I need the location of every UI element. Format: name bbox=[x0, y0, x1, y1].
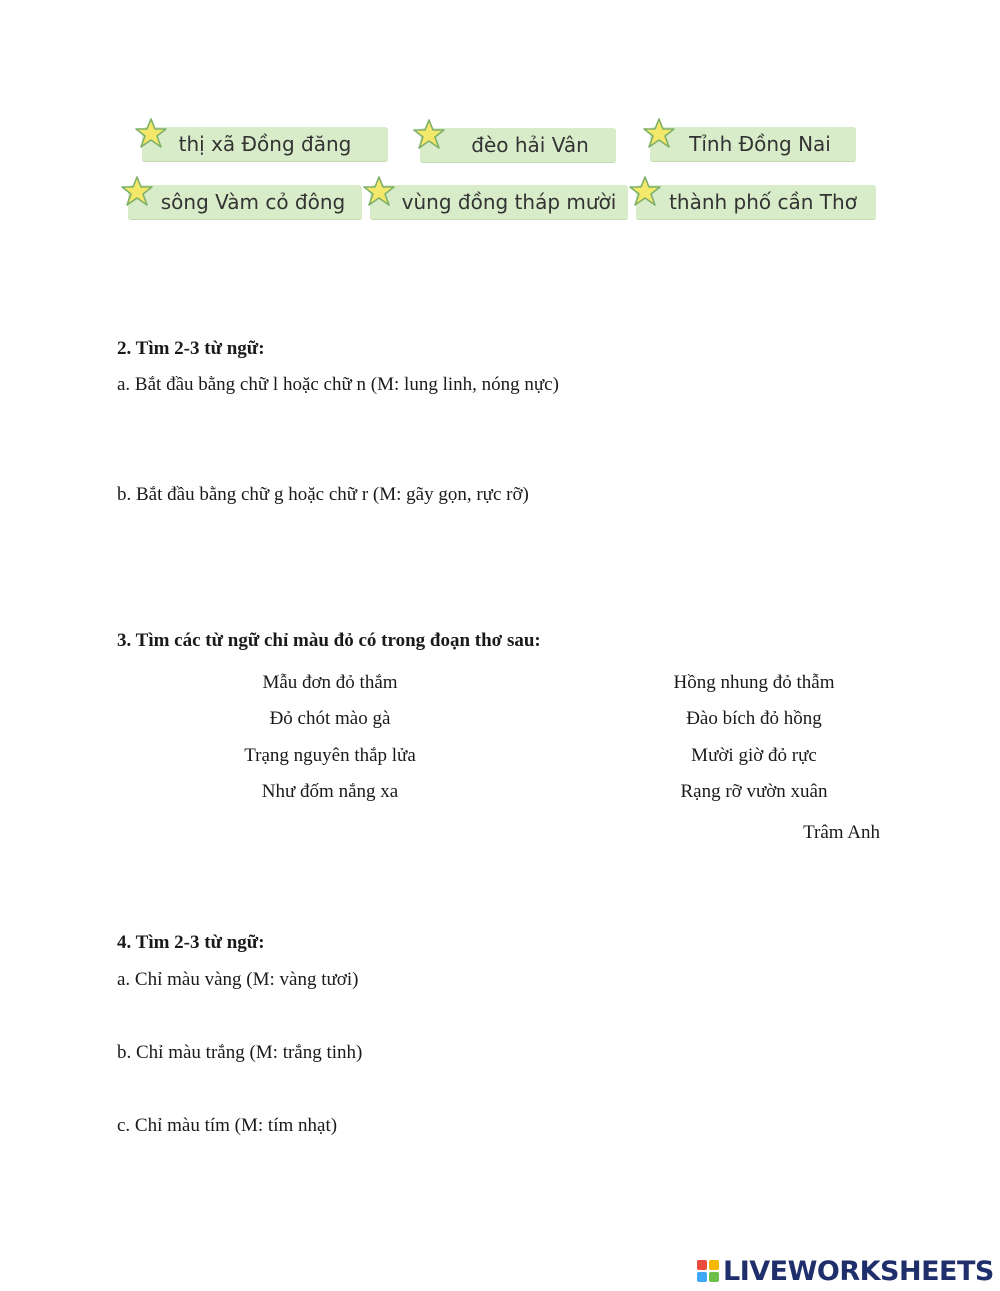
q2-heading: 2. Tìm 2-3 từ ngữ: bbox=[117, 338, 265, 359]
tag-chip bbox=[650, 127, 856, 161]
tag-label: đèo hải Vân bbox=[471, 133, 589, 157]
poem-right-line: Mười giờ đỏ rực bbox=[691, 745, 817, 766]
poem-left-line: Đỏ chót mào gà bbox=[269, 708, 391, 729]
star-icon bbox=[412, 118, 446, 152]
q4-item-a: a. Chỉ màu vàng (M: vàng tươi) bbox=[117, 969, 359, 990]
poem-right-line: Hồng nhung đỏ thẫm bbox=[673, 672, 835, 693]
star-icon bbox=[134, 117, 168, 151]
poem-left-line: Như đốm nắng xa bbox=[261, 781, 399, 802]
q4-heading: 4. Tìm 2-3 từ ngữ: bbox=[117, 932, 265, 953]
star-icon bbox=[362, 175, 396, 209]
tag-label: Tỉnh Đồng Nai bbox=[689, 132, 831, 156]
logo-mark-icon bbox=[697, 1260, 719, 1282]
q2-item-b: b. Bắt đầu bằng chữ g hoặc chữ r (M: gãy gọn, rực rỡ) bbox=[117, 484, 529, 505]
tag-label: sông Vàm cỏ đông bbox=[160, 190, 346, 214]
q4-item-b: b. Chỉ màu trắng (M: trắng tinh) bbox=[117, 1042, 363, 1063]
tag-chip bbox=[128, 185, 362, 219]
poem-right-line: Rạng rỡ vườn xuân bbox=[680, 781, 828, 802]
logo-text: LIVEWORKSHEETS bbox=[723, 1255, 994, 1287]
tag-label: vùng đồng tháp mười bbox=[401, 190, 617, 214]
tag-label: thành phố cần Thơ bbox=[669, 190, 857, 214]
liveworksheets-logo bbox=[697, 1255, 994, 1287]
q4-item-c: c. Chỉ màu tím (M: tím nhạt) bbox=[117, 1115, 338, 1136]
tag-chip bbox=[370, 185, 628, 219]
q2-item-a: a. Bắt đầu bằng chữ l hoặc chữ n (M: lung linh, nóng nực) bbox=[117, 374, 559, 395]
poem-left-line: Trạng nguyên thắp lửa bbox=[244, 745, 416, 766]
star-icon bbox=[628, 175, 662, 209]
poem-right-line: Đào bích đỏ hồng bbox=[686, 708, 822, 729]
q3-heading: 3. Tìm các từ ngữ chỉ màu đỏ có trong đoạn thơ sau: bbox=[117, 630, 541, 651]
poem-left-line: Mẫu đơn đỏ thắm bbox=[262, 672, 398, 693]
tag-label: thị xã Đồng đăng bbox=[178, 132, 352, 156]
tag-chip bbox=[142, 127, 388, 161]
star-icon bbox=[120, 175, 154, 209]
tag-chip bbox=[420, 128, 616, 162]
star-icon bbox=[642, 117, 676, 151]
tag-chip bbox=[636, 185, 876, 219]
poem-author: Trâm Anh bbox=[803, 822, 880, 843]
